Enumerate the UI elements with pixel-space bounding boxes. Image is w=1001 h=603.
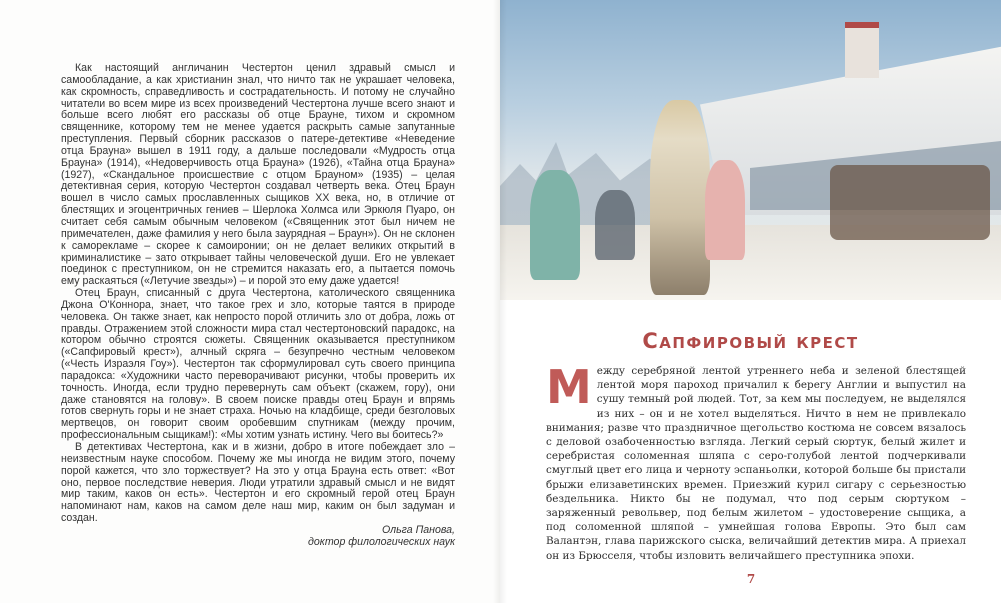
lady-pink-figure	[705, 160, 745, 260]
drop-cap: М	[546, 360, 592, 414]
paragraph: Отец Браун, списанный с друга Честертона, католического священника Джона О'Коннора, знает, что такое грех и зло, которые таятся в природе человека. Он также знает, как непросто порой отличить зло от добра, ложь от правды. Отражением этой сложности мира стал честертоновский парадокс, на котором обычно строятся сюжеты. Священник оказывается преступником («Сапфировый крест»), алчный скряга – безупречно честным человеком («Честь Израэля Гоу»). Честертон так сформулировал суть своего принципа парадокса: «Художники часто переворачивают рисунки, чтобы проверить их точность. Иногда, если трудно перевернуть сам объект (скажем, гору), они даже становятся на голову». В своем поиске правды отец Браун и впрямь готов свернуть горы и не знает страха. Ночью на кладбище, среди безголовых мертвецов, он говорит своим оробевшим спутникам (между прочим, профессиональным сыщикам!): «Мы хотим узнать истину. Чего вы боитесь?»	[61, 287, 455, 442]
harbor-illustration	[500, 0, 1001, 300]
story-title: Сапфировый крест	[642, 329, 859, 353]
paragraph: ежду серебряной лентой утреннего неба и зеленой блестящей лентой моря пароход причалил к берегу Англии и выпустил на сушу темный рой людей. Тот, за кем мы последуем, не выделялся из них – он и не хотел выделяться. Ничто в нем не привлекало внимания; разве что праздничное щегольство костюма не совсем вязалось с деловой озабоченностью взгляда. Легкий серый сюртук, белый жилет и серебристая соломенная шляпа с серо-голубой лентой подчеркивали смуглый цвет его лица и черноту эспаньолки, которой больше бы пристали брыжи елизаветинских времен. Приезжий курил сигару с серьезностью бездельника. Никто бы не подумал, что под серым сюртуком – заряженный револьвер, под белым жилетом – удостоверение сыщика, а под соломенной шляпой – умнейшая голова Европы. Это был сам Валантэн, глава парижского сыска, величайший детектив мира. А приехал он из Брюсселя, чтобы изловить величайшего преступника эпохи.	[546, 365, 966, 562]
carriage	[830, 165, 990, 240]
afterword-text	[61, 63, 455, 549]
detective-figure	[650, 100, 710, 295]
author-name: Ольга Панова,	[381, 523, 455, 536]
crowd-figure	[595, 190, 635, 260]
ship-funnel	[845, 22, 879, 78]
paragraph: В детективах Честертона, как и в жизни, добро в итоге побеждает зло – неизвестным науке способом. Почему же мы иногда не видим этого, почему порой кажется, что зло торжествует? На это у отца Брауна есть ответ: «Вот оно, первое последствие неверия. Люди утратили здравый смысл и не видят мир таким, каков он есть». Честертон и его скромный герой отец Браун напоминают нам, каков на самом деле наш мир, каким он был задуман и создан.	[61, 441, 455, 525]
paragraph: Как настоящий англичанин Честертон ценил здравый смысл и самообладание, а как христианин знал, что ничто так не украшает человека, как скромность, справедливость и сострадательность. И потому не случайно читатели во всем мире из всех произведений Честертона лучше всего знают и больше всего любят его рассказы об отце Брауне, тихом и скромном священнике, которому тем не менее удается раскрыть самые запутанные преступления. Первый сборник рассказов о патере-детективе «Неведение отца Брауна» вышел в 1911 году, а дальше последовали «Мудрость отца Брауна» (1914), «Недоверчивость отца Брауна» (1926), «Тайна отца Брауна» (1927), «Скандальное происшествие с отцом Брауном» (1935) – целая детективная серия, которую Честертон создавал четверть века. Отец Браун вошел в число самых прославленных сыщиков XX века, но, в отличие от блестящих и эгоцентричных гениев – Шерлока Холмса или Эркюля Пуаро, он считает себя самым обычным человеком («Священник этот был ничем не примечателен, даже фамилия у него была заурядная – Браун»). Он не склонен к саморекламе – скорее к самоиронии; он не делает великих открытий в криминалистике – зато открывает тайны человеческой души. Его не увлекает поединок с преступником, он не стремится наказать его, а пытается помочь ему раскаяться («Летучие звезды») – и порой это ему даже удается!	[61, 62, 455, 288]
left-page	[0, 0, 500, 603]
author-title: доктор филологических наук	[307, 535, 455, 548]
right-page	[500, 0, 1001, 603]
lady-figure	[530, 170, 580, 280]
page-number: 7	[746, 572, 756, 586]
story-text	[546, 360, 966, 563]
